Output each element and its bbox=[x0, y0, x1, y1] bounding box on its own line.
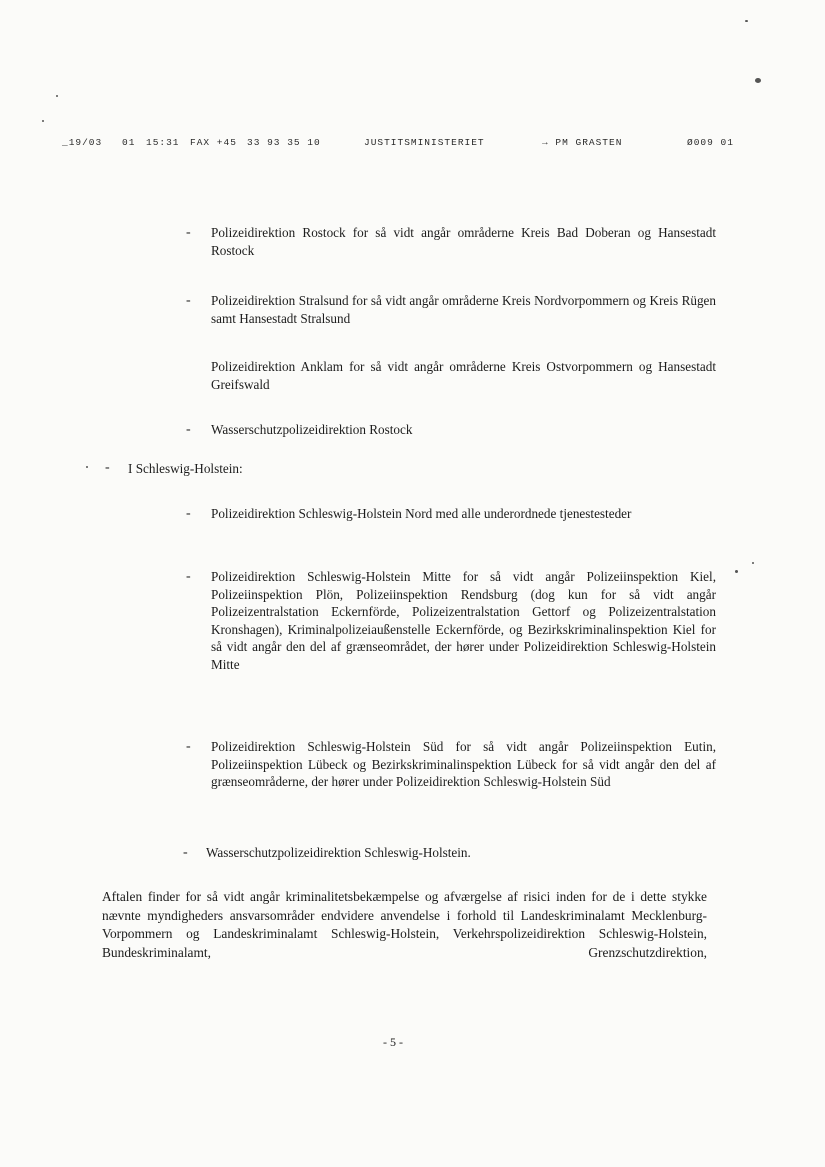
fax-sender: JUSTITSMINISTERIET bbox=[364, 137, 485, 148]
scan-speck bbox=[56, 95, 58, 97]
scan-speck bbox=[42, 120, 44, 122]
scan-speck bbox=[752, 562, 754, 564]
section-bullet: - bbox=[105, 460, 110, 475]
list-bullet: - bbox=[186, 225, 191, 240]
list-item: Polizeidirektion Rostock for så vidt angår områderne Kreis Bad Doberan og Hansestadt Rostock bbox=[211, 225, 716, 258]
list-bullet: - bbox=[186, 422, 191, 437]
list-item: Polizeidirektion Schleswig-Holstein Mitte for så vidt angår Polizeiinspektion Kiel, Polizeiinspektion Plön, Polizeiinspektion Rendsburg (dog kun for så vidt angår Polizeizentralstation Eckernförde, Polizeizentralstation Gettorf og Polizeizentralstation Kronshagen), Kriminalpolizeiaußenstelle Eckernförde, og Bezirkskriminalinspektion Kiel for så vidt angår den del af grænseområdet, der hører under Polizeidirektion Schleswig-Holstein Mitte bbox=[211, 569, 716, 672]
fax-header bbox=[62, 137, 762, 157]
fax-time: 15:31 bbox=[146, 137, 180, 148]
closing-paragraph: Aftalen finder for så vidt angår kriminalitetsbekæmpelse og afværgelse af risici inden for de i dette stykke nævnte myndigheders ansvarsområder endvidere anvendelse i forhold til Landeskriminalamt Mecklenburg-Vorpommern og Landeskriminalamt Schleswig-Holstein, Verkehrspolizeidirektion Schleswig-Holstein, Bundeskriminalamt, Grenzschutzdirektion, bbox=[102, 889, 707, 960]
fax-page-code: Ø009 01 bbox=[687, 137, 734, 148]
list-bullet: - bbox=[183, 845, 188, 860]
fax-day: 01 bbox=[122, 137, 136, 148]
list-bullet: - bbox=[186, 506, 191, 521]
page-number: - 5 - bbox=[383, 1035, 403, 1049]
list-item: Polizeidirektion Schleswig-Holstein Süd for så vidt angår Polizeiinspektion Eutin, Polizeiinspektion Lübeck og Bezirkskriminalinspektion Lübeck for så vidt angår den del af grænseområderne, der hører under Polizeidirektion Schleswig-Holstein Süd bbox=[211, 739, 716, 789]
scan-speck bbox=[755, 78, 761, 83]
list-item: Wasserschutzpolizeidirektion Rostock bbox=[211, 422, 413, 437]
list-bullet: - bbox=[186, 293, 191, 308]
fax-recipient: → PM GRASTEN bbox=[542, 137, 623, 148]
scan-speck bbox=[735, 570, 738, 573]
scan-speck bbox=[86, 466, 88, 468]
scan-speck bbox=[745, 20, 748, 22]
fax-label: FAX +45 bbox=[190, 137, 237, 148]
fax-number: 33 93 35 10 bbox=[247, 137, 321, 148]
fax-date: _19/03 bbox=[62, 137, 103, 148]
list-item: Wasserschutzpolizeidirektion Schleswig-Holstein. bbox=[206, 845, 471, 860]
section-heading: I Schleswig-Holstein: bbox=[128, 461, 243, 476]
list-item: Polizeidirektion Stralsund for så vidt angår områderne Kreis Nordvorpommern og Kreis Rügen samt Hansestadt Stralsund bbox=[211, 293, 716, 326]
list-item: Polizeidirektion Anklam for så vidt angår områderne Kreis Ostvorpommern og Hansestadt Greifswald bbox=[211, 359, 716, 392]
list-item: Polizeidirektion Schleswig-Holstein Nord med alle underordnede tjenestesteder bbox=[211, 506, 632, 521]
list-bullet: - bbox=[186, 739, 191, 754]
list-bullet: - bbox=[186, 569, 191, 584]
